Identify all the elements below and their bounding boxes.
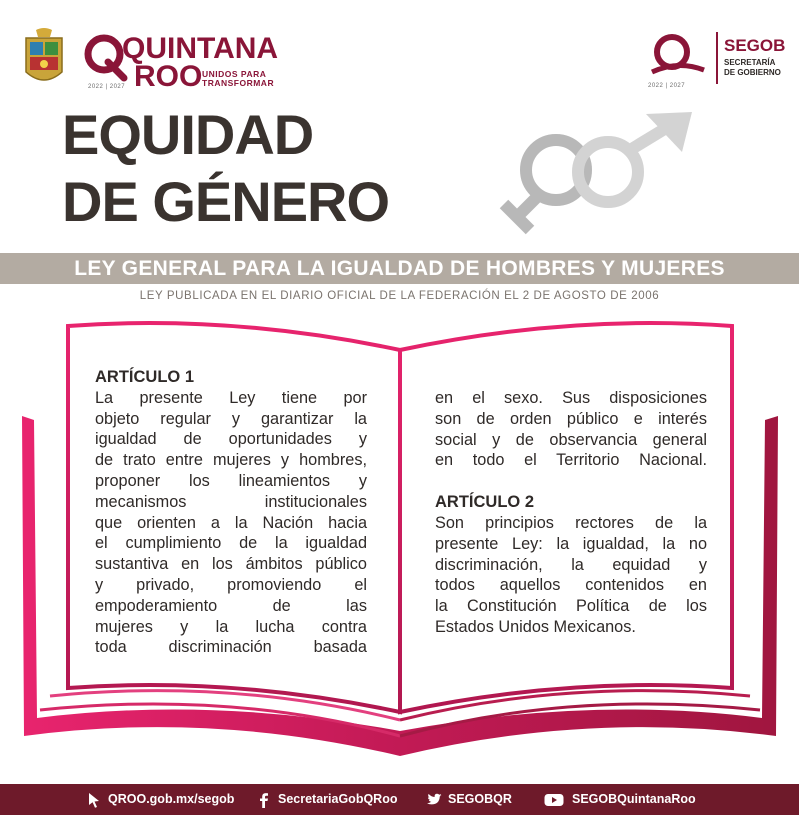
segob-years: 2022 | 2027 <box>648 83 686 89</box>
article2-heading: ARTÍCULO 2 <box>435 493 534 512</box>
article1-block <box>95 367 367 658</box>
page-title-line1: EQUIDAD <box>62 103 314 166</box>
twitter-link[interactable]: SEGOBQR <box>448 792 512 806</box>
article1-line: objeto regular y garantizar la <box>95 409 367 428</box>
segob-logo-icon <box>648 30 708 82</box>
article1-continuation-line: en el sexo. Sus disposiciones <box>435 389 707 407</box>
twitter-icon <box>426 792 442 808</box>
segob-subtitle-1: SECRETARÍA <box>724 58 776 67</box>
state-seal-icon <box>22 28 66 90</box>
article1-line: mecanismos institucionales <box>95 492 367 511</box>
article1-line: La presente Ley tiene por <box>95 388 367 407</box>
page-title-line2: DE GÉNERO <box>62 170 390 233</box>
divider <box>716 32 718 84</box>
article1-line: proponer los lineamientos y <box>95 471 367 490</box>
brand-name-line1: QUINTANA <box>122 32 279 65</box>
article1-line: el cumplimiento de la igualdad <box>95 534 367 553</box>
article1-continuation-line: en todo el Territorio Nacional. <box>435 451 707 470</box>
website-link[interactable]: QROO.gob.mx/segob <box>108 792 235 806</box>
article1-heading: ARTÍCULO 1 <box>95 368 194 386</box>
right-page-block <box>435 388 707 638</box>
youtube-link[interactable]: SEGOBQuintanaRoo <box>572 792 696 806</box>
article1-continuation-line: social y de observancia general <box>435 430 707 449</box>
brand-tagline: UNIDOS PARA TRANSFORMAR <box>202 69 275 88</box>
article2-line: Estados Unidos Mexicanos. <box>435 617 636 636</box>
gender-symbols-icon <box>496 108 706 238</box>
brand-years: 2022 | 2027 <box>88 84 126 90</box>
facebook-link[interactable]: SecretariaGobQRoo <box>278 792 398 806</box>
footer-bar <box>0 784 799 815</box>
article2-line: presente Ley: la igualdad, la no <box>435 534 707 553</box>
article1-line: empoderamiento de las <box>95 596 367 615</box>
article1-line: de trato entre mujeres y hombres, <box>95 451 367 470</box>
quintana-roo-logo <box>84 28 284 96</box>
segob-logo <box>646 28 786 92</box>
brand-name-line2: ROO <box>134 60 203 93</box>
segob-name: SEGOB <box>724 36 786 55</box>
article1-line: que orienten a la Nación hacia <box>95 513 367 532</box>
article1-line: toda discriminación basada <box>95 638 367 657</box>
article2-line: todos aquellos contenidos en <box>435 576 707 595</box>
publication-note: LEY PUBLICADA EN EL DIARIO OFICIAL DE LA FEDERACIÓN EL 2 DE AGOSTO DE 2006 <box>139 290 660 302</box>
article2-line: Son principios rectores de la <box>435 513 707 532</box>
facebook-icon <box>256 792 272 808</box>
article1-line: sustantiva en los ámbitos público <box>95 555 367 574</box>
article2-line: discriminación, la equidad y <box>435 555 707 574</box>
banner-title: LEY GENERAL PARA LA IGUALDAD DE HOMBRES Y MUJERES <box>74 257 725 280</box>
segob-subtitle-2: DE GOBIERNO <box>724 68 781 77</box>
article2-line: la Constitución Política de los <box>435 597 707 616</box>
youtube-icon <box>544 792 564 808</box>
article1-line: igualdad de oportunidades y <box>95 430 367 449</box>
article1-line: mujeres y la lucha contra <box>95 617 367 636</box>
article1-continuation-line: son de orden público e interés <box>435 409 707 428</box>
article1-line: y privado, promoviendo el <box>95 575 367 594</box>
cursor-icon <box>86 792 102 808</box>
